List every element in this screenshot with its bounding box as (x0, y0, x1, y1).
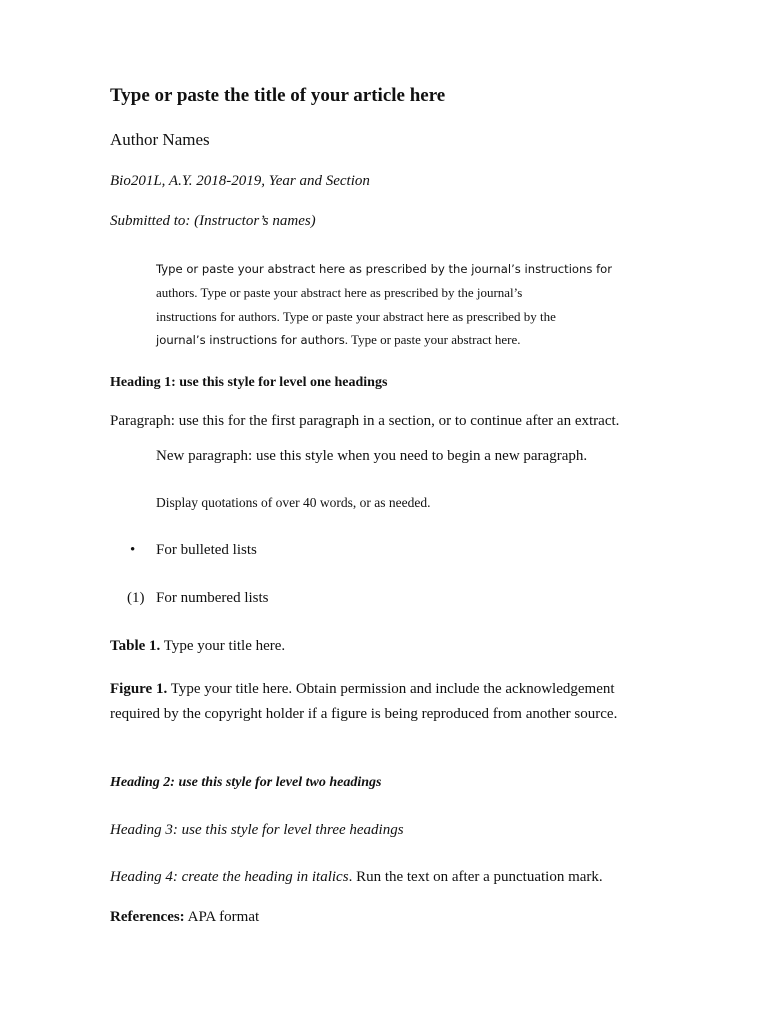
submitted-to-line: Submitted to: (Instructor’s names) (110, 213, 316, 229)
abstract-line-2-text: authors. Type or paste your abstract here as prescribed by the journal’s (156, 285, 523, 301)
abstract-line-4b: . Type or paste your abstract here. (344, 331, 521, 347)
figure-caption-label: Figure 1. (110, 681, 168, 697)
table-caption (110, 638, 285, 655)
abstract-line-4 (156, 328, 616, 352)
table-caption-label: Table 1. (110, 638, 161, 654)
figure-caption-text-1: Type your title here. Obtain permission and include the acknowledgement (167, 681, 615, 697)
table-caption-text: Type your title here. (160, 638, 286, 654)
figure-caption-line-1 (110, 677, 670, 702)
bullet-marker: • (130, 542, 136, 558)
references-line (110, 909, 259, 926)
bulleted-list-item: For bulleted lists (156, 542, 257, 558)
affiliation-line: Bio201L, A.Y. 2018-2019, Year and Section (110, 173, 370, 189)
new-paragraph: New paragraph: use this style when you need to begin a new paragraph. (156, 448, 588, 464)
numbered-list-item: For numbered lists (156, 590, 269, 606)
first-paragraph: Paragraph: use this for the first paragraph in a section, or to continue after an extract. (110, 413, 620, 429)
heading-level-3: Heading 3: use this style for level three headings (110, 822, 404, 838)
abstract-line-1: Type or paste your abstract here as prescribed by the journal’s instructions for (156, 262, 613, 276)
numbered-list-marker: (1) (127, 590, 145, 606)
heading-level-4 (110, 869, 603, 886)
figure-caption-line-2: required by the copyright holder if a figure is being reproduced from another source. (110, 706, 618, 722)
abstract-line-3: instructions for authors. Type or paste your abstract here as prescribed by the (156, 308, 556, 324)
heading-level-4-italic: Heading 4: create the heading in italics (110, 869, 349, 885)
author-names: Author Names (110, 130, 210, 149)
figure-caption (110, 677, 670, 727)
abstract-block (156, 258, 616, 352)
references-text: APA format (184, 909, 260, 925)
heading-level-2: Heading 2: use this style for level two headings (110, 775, 382, 790)
article-title: Type or paste the title of your article here (110, 85, 446, 106)
heading-level-1: Heading 1: use this style for level one headings (110, 375, 388, 390)
references-label: References: (110, 909, 185, 925)
abstract-line-4a: journal’s instructions for authors (156, 332, 345, 347)
abstract-line-2 (156, 281, 616, 304)
heading-level-4-runon: . Run the text on after a punctuation mark. (348, 869, 603, 885)
display-quotation: Display quotations of over 40 words, or as needed. (156, 495, 431, 510)
